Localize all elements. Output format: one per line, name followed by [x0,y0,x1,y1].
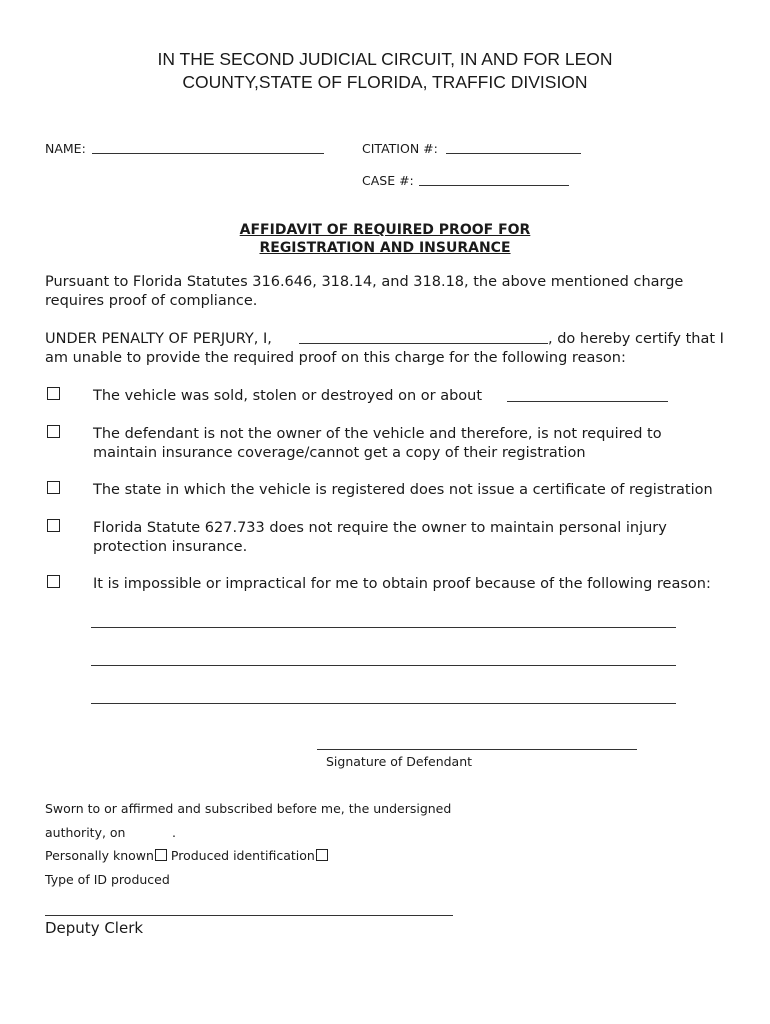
personally-known-label: Personally known [45,848,154,863]
citation-field[interactable] [446,153,581,154]
explanation-line-2[interactable] [91,665,676,666]
sworn-period: . [172,825,176,840]
personally-known-checkbox[interactable] [155,849,167,861]
reason-2-checkbox[interactable] [47,425,60,438]
reason-5-checkbox[interactable] [47,575,60,588]
reason-2-text-line-2: maintain insurance coverage/cannot get a copy of their registration [93,445,586,461]
certifier-name-field[interactable] [299,343,548,344]
intro-line-1: Pursuant to Florida Statutes 316.646, 318.14, and 318.18, the above mentioned charge [45,274,684,290]
identification-row [45,848,328,863]
certify-prefix: UNDER PENALTY OF PERJURY, I, [45,331,272,347]
reason-3-checkbox[interactable] [47,481,60,494]
reason-5-text: It is impossible or impractical for me to obtain proof because of the following reason: [93,576,711,592]
certify-suffix: , do hereby certify that I [548,331,724,347]
reason-3-text: The state in which the vehicle is registered does not issue a certificate of registration [93,482,713,498]
signature-label: Signature of Defendant [326,754,473,769]
form-title-line-1: AFFIDAVIT OF REQUIRED PROOF FOR [239,222,531,238]
case-label: CASE #: [362,173,414,188]
sworn-line-1: Sworn to or affirmed and subscribed before me, the undersigned [45,801,452,816]
reason-4-checkbox[interactable] [47,519,60,532]
explanation-line-1[interactable] [91,627,676,628]
id-type-label: Type of ID produced [45,872,170,887]
court-header-line-2: COUNTY,STATE OF FLORIDA, TRAFFIC DIVISION [182,72,588,92]
certify-line-2: am unable to provide the required proof on this charge for the following reason: [45,350,626,366]
intro-line-2: requires proof of compliance. [45,293,258,309]
produced-identification-label: Produced identification [170,848,315,863]
deputy-clerk-signature-line[interactable] [45,915,453,916]
court-header-line-1: IN THE SECOND JUDICIAL CIRCUIT, IN AND FOR LEON [157,49,613,69]
sworn-line-2: authority, on [45,825,126,840]
reason-1-text: The vehicle was sold, stolen or destroyed on or about [93,388,483,404]
deputy-clerk-label: Deputy Clerk [45,919,144,937]
signature-line[interactable] [317,749,637,750]
reason-2-text-line-1: The defendant is not the owner of the vehicle and therefore, is not required to [93,426,662,442]
produced-identification-checkbox[interactable] [316,849,328,861]
reason-4-text-line-2: protection insurance. [93,539,248,555]
name-label: NAME: [45,141,86,156]
case-field[interactable] [419,185,569,186]
name-field[interactable] [92,153,324,154]
reason-1-checkbox[interactable] [47,387,60,400]
explanation-line-3[interactable] [91,703,676,704]
reason-1-date-field[interactable] [507,401,668,402]
citation-label: CITATION #: [362,141,438,156]
reason-4-text-line-1: Florida Statute 627.733 does not require the owner to maintain personal injury [93,520,667,536]
form-title-line-2: REGISTRATION AND INSURANCE [259,240,511,256]
